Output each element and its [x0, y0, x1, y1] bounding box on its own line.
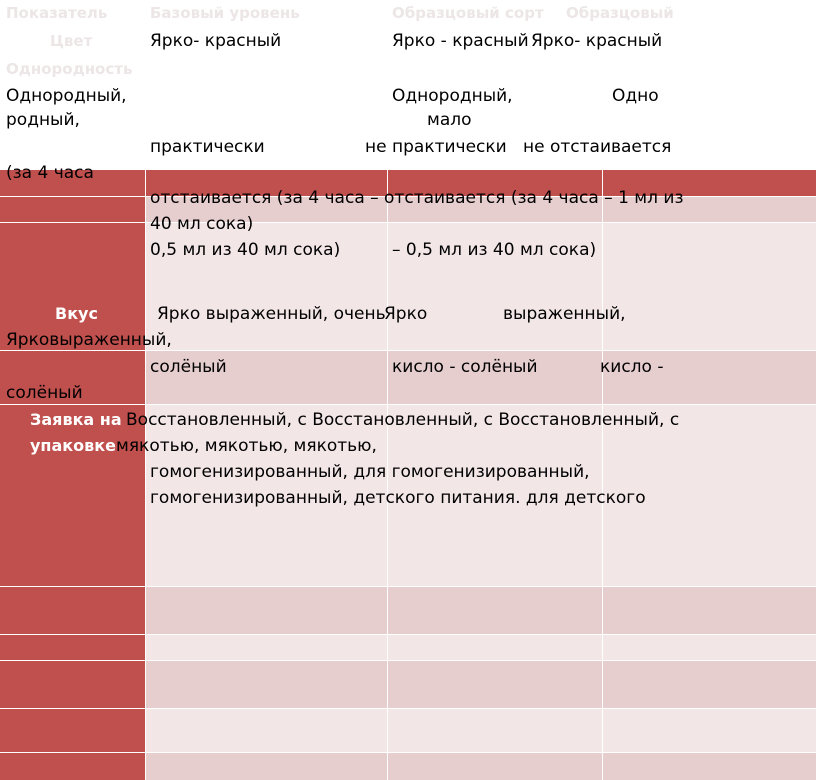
order-label-line2: упаковке: [30, 436, 116, 455]
order-line3: гомогенизированный, для гомогенизированный,: [150, 462, 590, 482]
row-divider: [0, 634, 816, 635]
order-line2: мякотью, мякотью, мякотью,: [116, 436, 377, 456]
color-col3: Ярко - красный: [392, 31, 529, 51]
taste-col2b: солёный: [150, 357, 227, 377]
order-label-line1: Заявка на: [30, 410, 122, 429]
sediment-col2a: практически: [150, 137, 265, 157]
taste-col1b: солёный: [6, 383, 83, 403]
color-col4: Ярко- красный: [531, 31, 663, 51]
order-line1: Восстановленный, с Восстановленный, с Восстановленный, с: [126, 410, 680, 430]
column-divider: [145, 170, 146, 780]
color-label: Цвет: [50, 32, 93, 50]
sediment-col2b: 0,5 мл из 40 мл сока): [150, 240, 341, 260]
table-row: [145, 634, 816, 660]
row-divider: [0, 660, 816, 661]
column-divider: [602, 170, 603, 780]
uniformity-col4a: Одно: [612, 86, 659, 106]
uniformity-col3a: Однородный,: [392, 86, 513, 106]
row-divider: [0, 752, 816, 753]
row-divider: [0, 404, 816, 405]
header-col3: Образцовый сорт: [392, 4, 544, 22]
sediment-col3b: – 0,5 мл из 40 мл сока): [392, 240, 597, 260]
sediment-col1: (за 4 часа: [6, 163, 94, 183]
uniformity-label: Однородность: [6, 60, 133, 78]
taste-col3c: кисло - солёный: [392, 357, 538, 377]
table-row: [145, 708, 816, 752]
sediment-col3a: практически: [392, 137, 507, 157]
sediment-line2: отстаивается (за 4 часа – отстаивается (за 4 часа – 1 мл из: [150, 188, 684, 208]
uniformity-col1b: родный,: [6, 110, 80, 130]
taste-col1: Ярковыраженный,: [6, 330, 172, 350]
sediment-line3: 40 мл сока): [150, 214, 254, 234]
header-col4: Образцовый: [566, 4, 674, 22]
taste-col4: кисло -: [600, 357, 664, 377]
uniformity-col3b: мало: [427, 110, 472, 130]
row-divider: [0, 222, 816, 223]
header-col1: Показатель: [6, 4, 108, 22]
header-col2: Базовый уровень: [150, 4, 300, 22]
row-label-column: [0, 196, 145, 780]
table-row: [145, 660, 816, 708]
order-line4: гомогенизированный, детского питания. для детского: [150, 488, 646, 508]
sediment-col4a: не отстаивается: [523, 137, 672, 157]
taste-col3b: выраженный,: [503, 304, 626, 324]
row-divider: [0, 586, 816, 587]
uniformity-col1: Однородный,: [6, 86, 127, 106]
color-col2: Ярко- красный: [150, 31, 282, 51]
sediment-col3pre: не: [365, 137, 387, 157]
row-divider: [0, 708, 816, 709]
taste-col3a: Ярко: [384, 304, 428, 324]
table-row: [145, 752, 816, 780]
taste-label: Вкус: [55, 304, 98, 323]
table-row: [145, 586, 816, 634]
taste-col2a: Ярко выраженный, очень: [157, 304, 386, 324]
